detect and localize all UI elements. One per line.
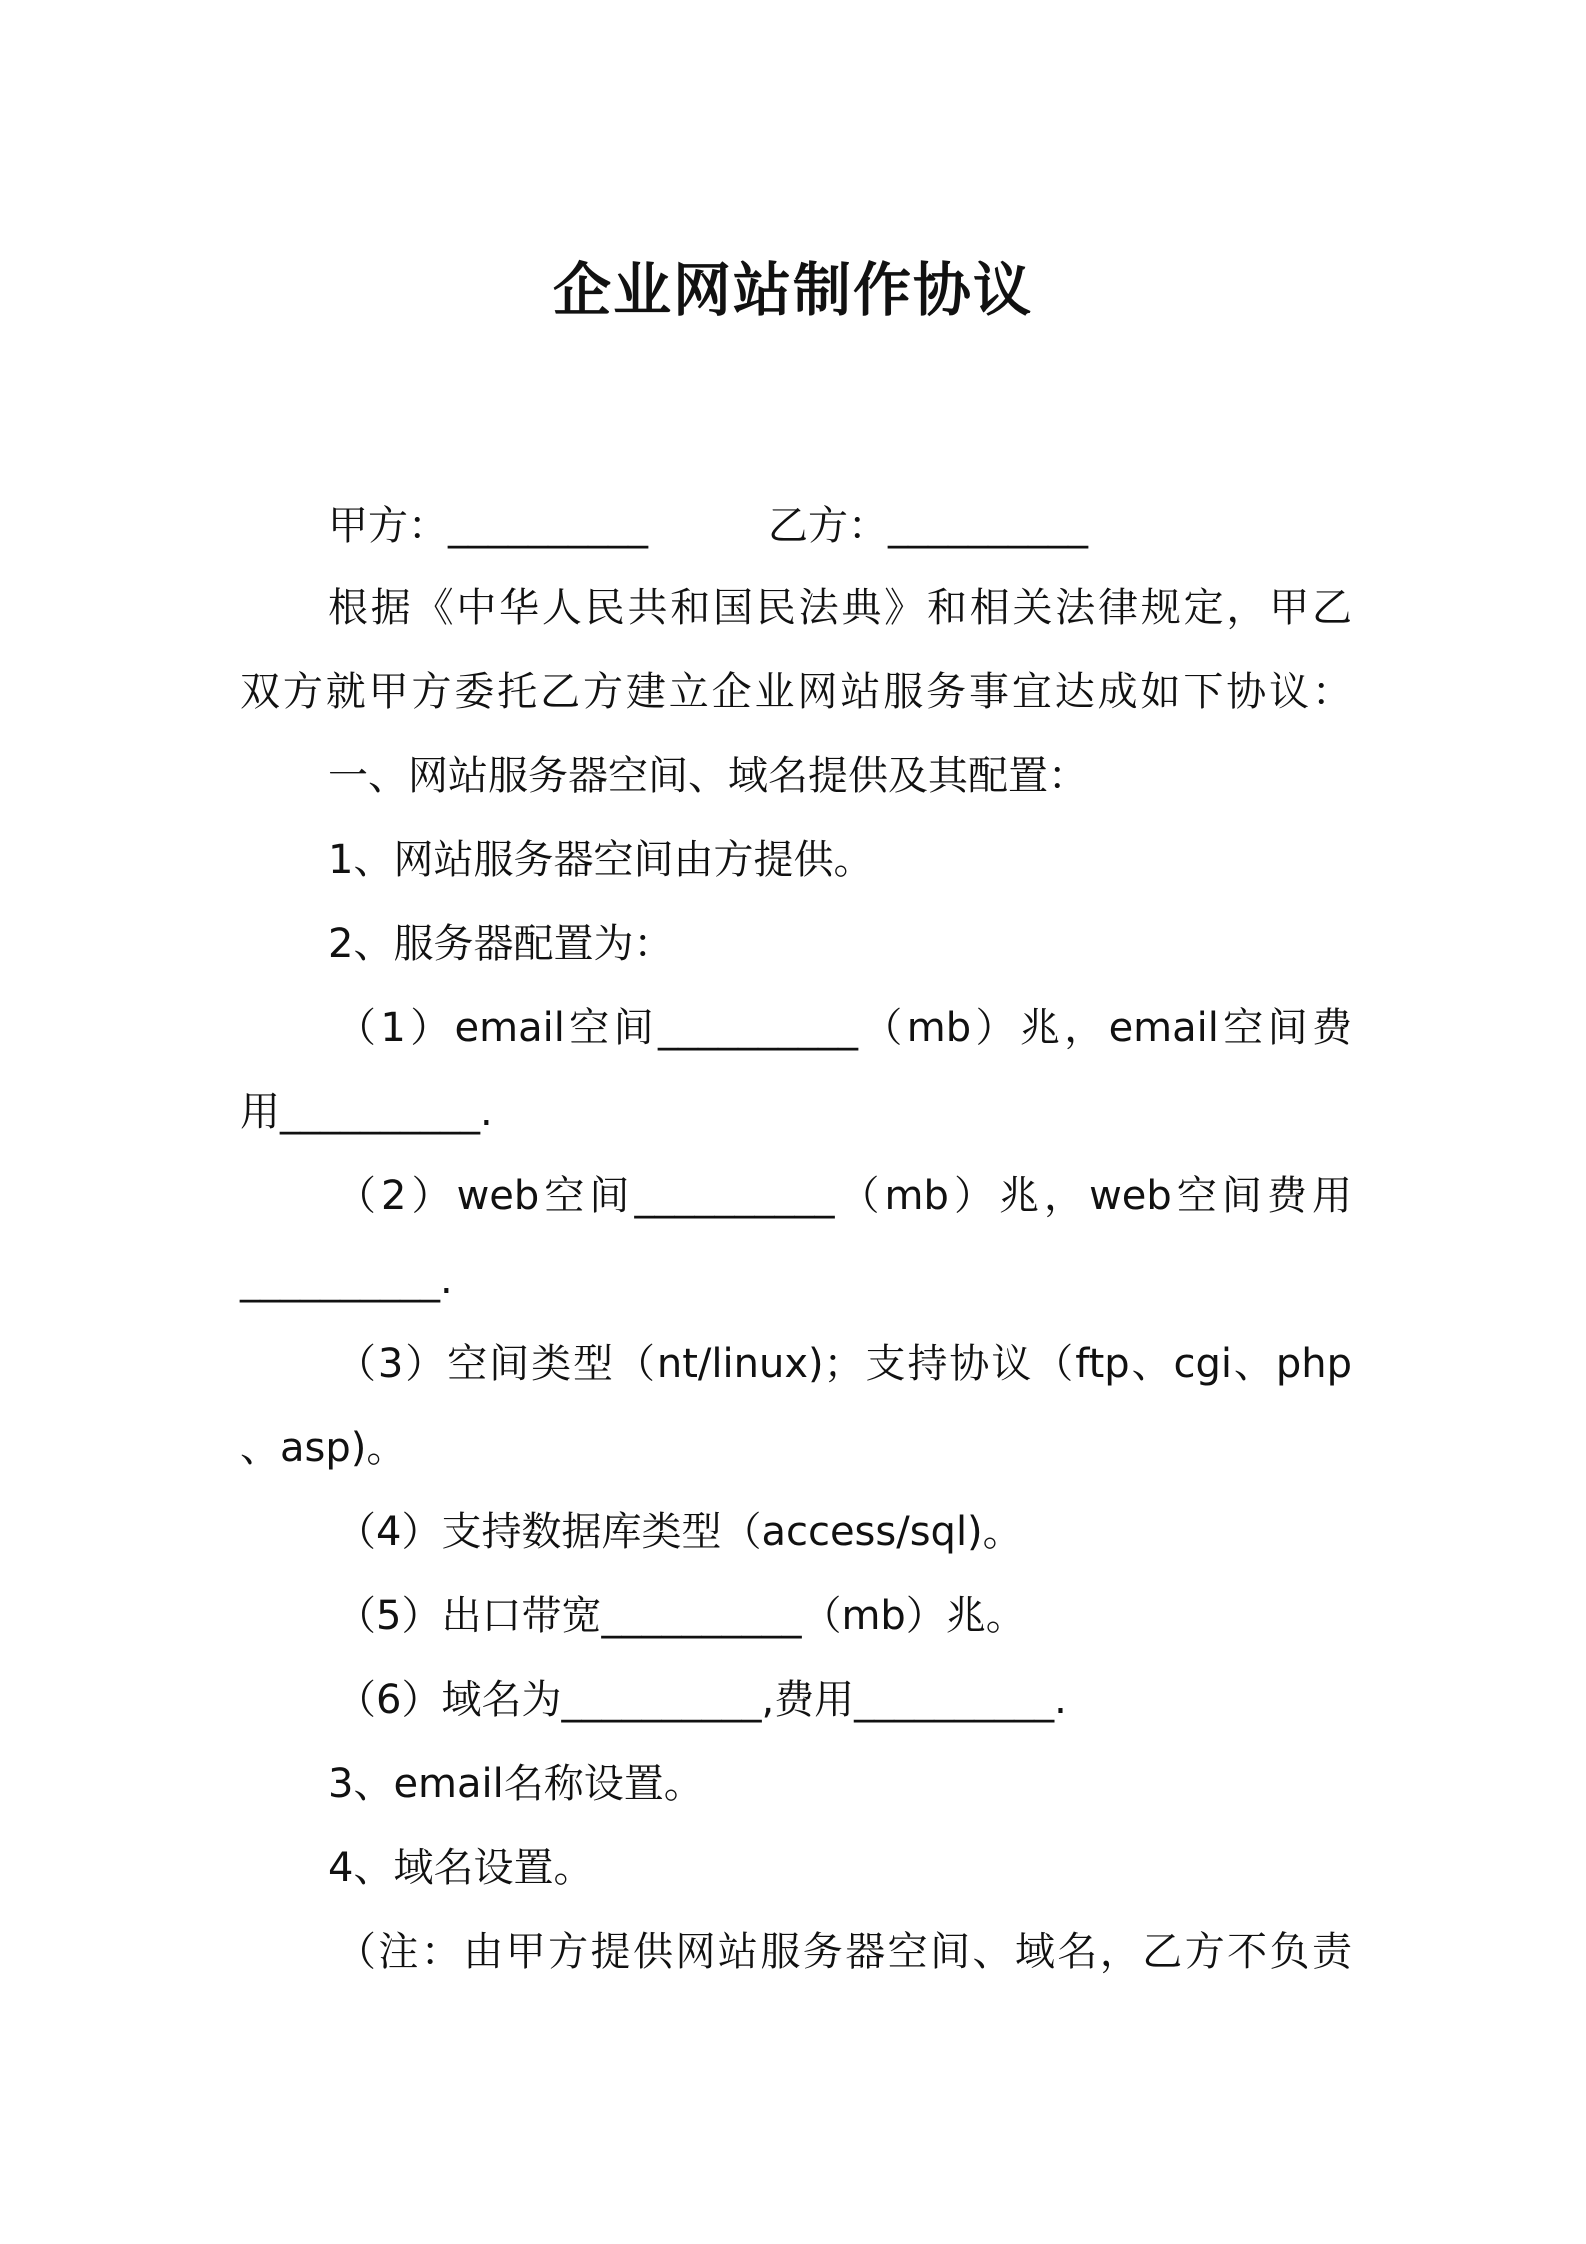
- config-item: （2）web空间__________（mb）兆，web空间费用: [336, 1173, 1352, 1219]
- config-item: （3）空间类型（nt/linux)；支持协议（ftp、cgi、php: [336, 1341, 1352, 1387]
- config-item: （1）email空间__________（mb）兆，email空间费: [336, 1005, 1352, 1051]
- list-item: 2、服务器配置为：: [328, 921, 674, 967]
- section-heading: 一、网站服务器空间、域名提供及其配置：: [328, 753, 1088, 799]
- paragraph-line: 根据《中华人民共和国民法典》和相关法律规定，甲乙: [328, 585, 1352, 631]
- party-line: 甲方：__________ 乙方：__________: [328, 503, 1088, 549]
- paragraph-line: 双方就甲方委托乙方建立企业网站服务事宜达成如下协议：: [240, 669, 1352, 715]
- list-item: 1、网站服务器空间由方提供。: [328, 837, 874, 883]
- config-item-continuation: 用__________.: [240, 1089, 493, 1135]
- config-item: （4）支持数据库类型（access/sql)。: [336, 1509, 1023, 1555]
- config-item-continuation: 、asp)。: [240, 1425, 407, 1471]
- config-item: （6）域名为__________,费用__________.: [336, 1677, 1067, 1723]
- note-line: （注：由甲方提供网站服务器空间、域名，乙方不负责: [336, 1929, 1352, 1975]
- document-title: 企业网站制作协议: [552, 256, 1033, 324]
- config-item: （5）出口带宽__________（mb）兆。: [336, 1593, 1026, 1639]
- list-item: 3、email名称设置。: [328, 1761, 704, 1807]
- list-item: 4、域名设置。: [328, 1845, 594, 1891]
- config-item-continuation: __________.: [240, 1257, 453, 1303]
